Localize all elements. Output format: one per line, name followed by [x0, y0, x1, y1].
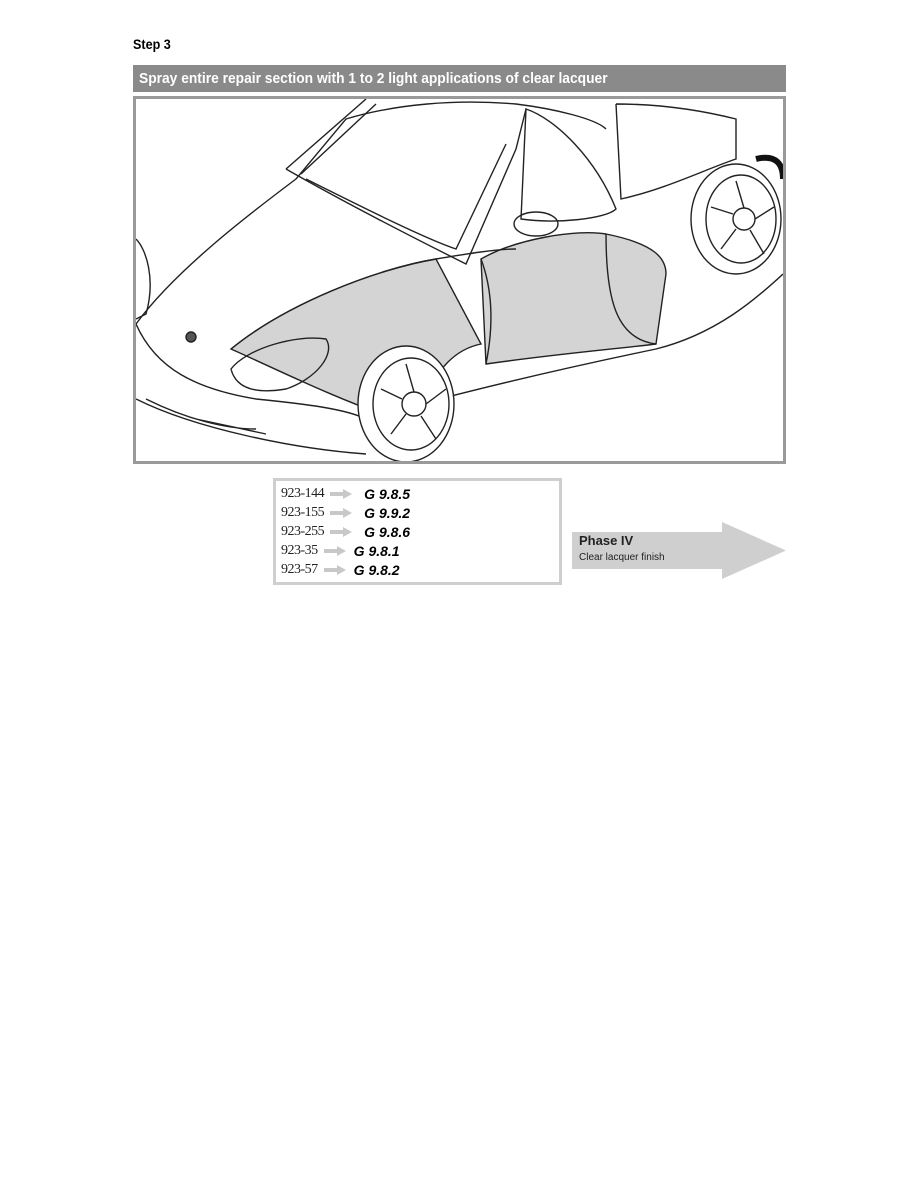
reference-link[interactable]: G 9.8.6 [364, 523, 411, 540]
phase-title: Phase IV [579, 533, 634, 548]
car-illustration [133, 96, 786, 464]
reference-row [281, 484, 559, 503]
arrow-right-icon [330, 527, 352, 537]
product-code: 923-35 [281, 542, 318, 558]
arrow-right-icon [330, 508, 352, 518]
product-code: 923-144 [281, 485, 325, 501]
instruction-text: Spray entire repair section with 1 to 2 light applications of clear lacquer [139, 70, 608, 87]
arrow-right-icon [324, 546, 346, 556]
reference-link[interactable]: G 9.8.2 [353, 561, 400, 578]
step-label: Step 3 [133, 36, 171, 52]
reference-link[interactable]: G 9.8.5 [364, 485, 411, 502]
product-code: 923-155 [281, 504, 325, 520]
phase-subtitle: Clear lacquer finish [579, 552, 665, 563]
reference-list [273, 478, 562, 585]
product-code: 923-255 [281, 523, 325, 539]
reference-row [281, 522, 559, 541]
arrow-right-icon [330, 489, 352, 499]
repair-area-door [481, 233, 666, 364]
arrow-right-icon [324, 565, 346, 575]
phase-arrow [572, 522, 786, 579]
instruction-banner [133, 65, 786, 92]
reference-link[interactable]: G 9.9.2 [364, 504, 411, 521]
reference-row [281, 560, 559, 579]
reference-link[interactable]: G 9.8.1 [353, 542, 400, 559]
product-code: 923-57 [281, 561, 318, 577]
reference-row [281, 503, 559, 522]
reference-row [281, 541, 559, 560]
phase-arrow-shape [572, 522, 786, 579]
